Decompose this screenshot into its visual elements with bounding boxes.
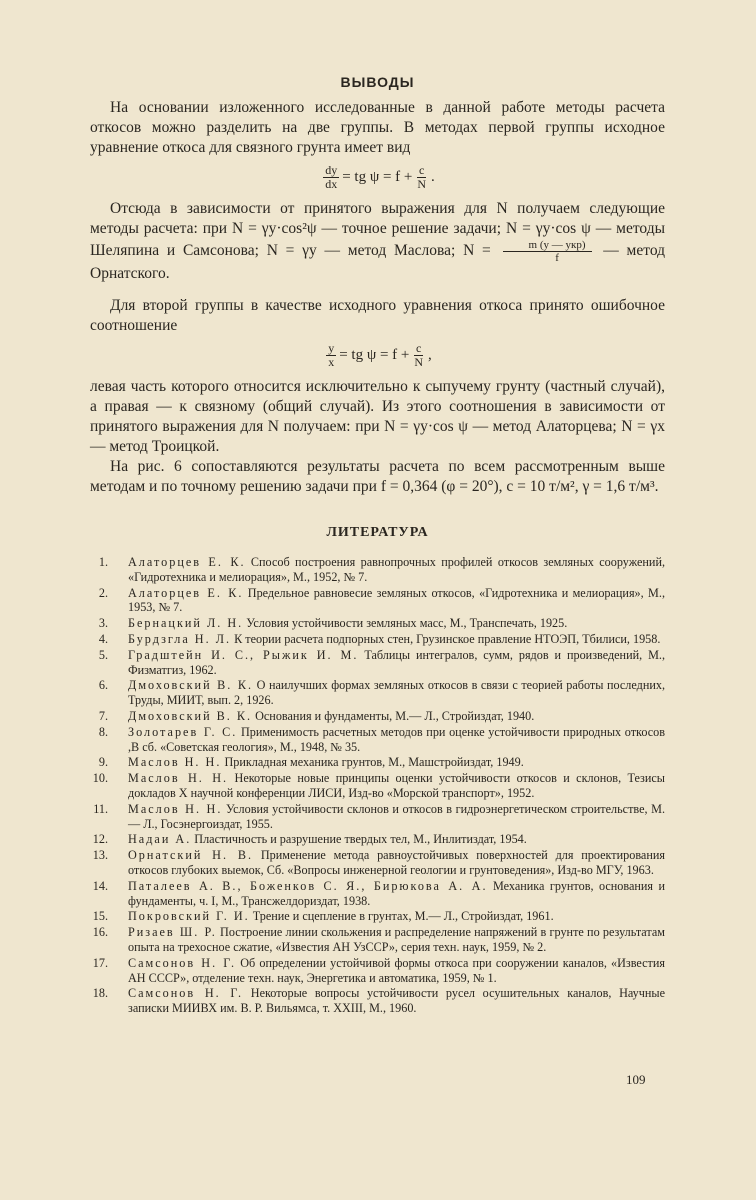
reference-number: 12. [92, 832, 108, 847]
reference-number: 14. [92, 878, 108, 893]
reference-text: Применимость расчетных методов при оценке устойчивости природных откосов ,В сб. «Советская геология», М., 1948, № 35. [128, 724, 666, 754]
reference-number: 13. [92, 848, 108, 863]
reference-item [90, 771, 665, 801]
reference-number: 16. [92, 925, 108, 940]
reference-item [90, 586, 665, 616]
formula-2-mid: = tg ψ = f + [339, 347, 410, 363]
reference-item [90, 925, 665, 955]
reference-text: Условия устойчивости склонов и откосов в гидроэнергетическом строительстве, М.— Л., Госэнергоиздат, 1955. [128, 801, 665, 831]
reference-text: Трение и сцепление в грунтах, М.— Л., Стройиздат, 1961. [252, 909, 554, 924]
reference-text: Прикладная механика грунтов, М., Машстройиздат, 1949. [224, 755, 524, 770]
formula-2-lhs [326, 342, 336, 369]
reference-author: Дмоховский В. К. [128, 678, 254, 693]
formula-2-lhs-den: x [328, 355, 335, 369]
reference-text: Построение линии скольжения и распределение напряжений в грунте по результатам опыта на трехосное сжатие, «Известия АН УзССР», серия техн. наук, 1959, № 2. [128, 925, 665, 954]
reference-author: Орнатский Н. В. [128, 848, 254, 863]
reference-text: Предельное равновесие земляных откосов, «Гидротехника и мелиорация», М., 1953, № 7. [128, 585, 665, 615]
formula-1 [90, 164, 665, 191]
reference-text: Об определении устойчивой формы откоса при сооружении каналов, «Известия АН СССР», отделение техн. наук, Энергетика и автоматика, 1959, № 1. [128, 955, 666, 985]
conclusions-paragraph-1: На основании изложенного исследованные в данной работе методы расчета откосов можно разделить на две группы. В методах первой группы исходное уравнение откоса для связного грунта имеет вид [90, 99, 665, 156]
para-2-fraction-den: f [555, 252, 559, 264]
formula-1-c-frac [415, 164, 428, 191]
reference-number: 15. [92, 909, 108, 924]
reference-number: 11. [93, 801, 108, 816]
reference-item [90, 755, 665, 770]
reference-item [90, 802, 665, 832]
para-2-fraction [503, 239, 592, 264]
reference-author: Ризаев Ш. Р. [128, 925, 217, 940]
formula-1-mid: = tg ψ = f + [342, 169, 413, 185]
reference-number: 5. [98, 647, 108, 662]
reference-number: 10. [92, 771, 108, 786]
formula-2-lhs-num: y [328, 341, 335, 355]
para-2-text-a: Отсюда в зависимости от принятого выражения для N получаем следующие методы расчета: при N = γy·cos²ψ — точное решение задачи; N = γy·cos ψ — методы Шеляпина и Самсонова; N = γy — метод Маслова; N = [90, 200, 665, 260]
reference-text: Основания и фундаменты, М.— Л., Стройиздат, 1940. [255, 708, 535, 723]
formula-1-c-num: c [419, 163, 425, 177]
reference-number: 2. [98, 585, 108, 600]
reference-text: Применение метода равноустойчивых поверхностей для проектирования откосов глубоких выемок, Сб. «Вопросы инженерной геологии и грунтоведения», Изд-во МГУ, 1963. [128, 848, 665, 877]
conclusions-paragraph-2 [90, 199, 665, 284]
reference-item [90, 709, 665, 724]
formula-2-c-frac [412, 342, 425, 369]
reference-number: 18. [92, 986, 108, 1001]
formula-2 [90, 342, 665, 369]
para-2-fraction-num: m (y — yкр) [503, 239, 592, 252]
formula-1-lhs-num: dy [325, 163, 338, 177]
reference-text: К теории расчета подпорных стен, Грузинское правление НТОЭП, Тбилиси, 1958. [234, 631, 661, 646]
reference-item [90, 956, 665, 986]
conclusions-paragraph-3: Для второй группы в качестве исходного уравнения откоса принято ошибочное соотношение [90, 297, 665, 334]
formula-1-c-den: N [417, 177, 427, 191]
formula-2-c-den: N [414, 355, 424, 369]
reference-number: 6. [98, 678, 108, 693]
reference-author: Покровский Г. И. [128, 909, 250, 924]
literature-heading: ЛИТЕРАТУРА [326, 525, 429, 540]
para-2-text-b: — метод Орнатского. [90, 242, 666, 282]
reference-text: Некоторые вопросы устойчивости русел осушительных каналов, Научные записки МИИВХ им. В. Р. Вильямса, т. XXIII, М., 1960. [128, 986, 665, 1016]
formula-1-lhs-den: dx [325, 177, 338, 191]
formula-2-c-num: c [416, 341, 422, 355]
reference-number: 4. [98, 631, 108, 646]
reference-number: 1. [98, 555, 108, 569]
reference-item [90, 832, 665, 847]
formula-2-end: , [428, 347, 432, 363]
reference-author: Маслов Н. Н. [128, 755, 222, 770]
reference-number: 8. [98, 724, 108, 739]
formula-1-lhs [323, 164, 339, 191]
reference-item [90, 632, 665, 647]
reference-number: 3. [98, 616, 108, 631]
reference-author: Самсонов Н. Г. [128, 955, 237, 970]
reference-item [90, 555, 665, 585]
reference-text: Механика грунтов, основания и фундаменты, ч. I, М., Трансжелдориздат, 1938. [128, 878, 665, 908]
conclusions-heading: ВЫВОДЫ [340, 74, 415, 90]
reference-item [90, 648, 665, 678]
reference-item [90, 616, 665, 631]
reference-text: Способ построения равнопрочных профилей откосов земляных сооружений, «Гидротехника и мелиорация», М., 1952, № 7. [128, 555, 666, 584]
reference-text: Некоторые новые принципы оценки устойчивости откосов и склонов, Тезисы докладов X научной конференции ЛИСИ, Изд-во «Морской транспорт», 1952. [128, 771, 665, 800]
reference-text: Таблицы интегралов, сумм, рядов и произведений, М., Физматгиз, 1962. [128, 647, 666, 677]
formula-1-end: . [431, 169, 435, 185]
reference-text: Пластичность и разрушение твердых тел, М., Инлитиздат, 1954. [194, 832, 527, 847]
reference-author: Дмоховский В. К. [128, 708, 253, 723]
reference-item [90, 725, 665, 755]
reference-author: Градштейн И. С., Рыжик И. М. [128, 647, 359, 662]
reference-author: Бурдзгла Н. Л. [128, 631, 232, 646]
reference-number: 9. [98, 755, 108, 770]
reference-author: Надаи А. [128, 832, 192, 847]
reference-text: Условия устойчивости земляных масс, М., Транспечать, 1925. [246, 616, 568, 631]
reference-author: Алаторцев Е. К. [128, 585, 244, 600]
reference-number: 7. [98, 708, 108, 723]
reference-list [90, 555, 665, 1016]
reference-author: Паталеев А. В., Боженков С. Я., Бирюкова А. А. [128, 878, 488, 893]
content [90, 74, 665, 1017]
reference-item [90, 879, 665, 909]
reference-item [90, 678, 665, 708]
reference-item [90, 986, 665, 1016]
reference-item [90, 909, 665, 924]
reference-item [90, 848, 665, 878]
reference-author: Самсонов Н. Г. [128, 986, 244, 1001]
page-number: 109 [626, 1072, 646, 1087]
reference-text: О наилучших формах земляных откосов в связи с теорией работы последних, Труды, МИИТ, вып. 2, 1926. [128, 678, 666, 708]
conclusions-paragraph-4: левая часть которого относится исключительно к сыпучему грунту (частный случай), а правая — к связному (общий случай). Из этого соотношения в зависимости от принятого выражения для N получаем: при N = γy·cos ψ — метод Алаторцева; N = γx — метод Троицкой. [90, 378, 665, 455]
reference-author: Алаторцев Е. К. [128, 555, 246, 569]
reference-author: Золотарев Г. С. [128, 724, 238, 739]
conclusions-paragraph-5: На рис. 6 сопоставляются результаты расчета по всем рассмотренным выше методам и по точному решению задачи при f = 0,364 (φ = 20°), c = 10 т/м², γ = 1,6 т/м³. [90, 458, 665, 495]
reference-number: 17. [92, 955, 108, 970]
reference-author: Бернацкий Л. Н. [128, 616, 244, 631]
reference-author: Маслов Н. Н. [128, 801, 223, 816]
reference-author: Маслов Н. Н. [128, 771, 229, 786]
